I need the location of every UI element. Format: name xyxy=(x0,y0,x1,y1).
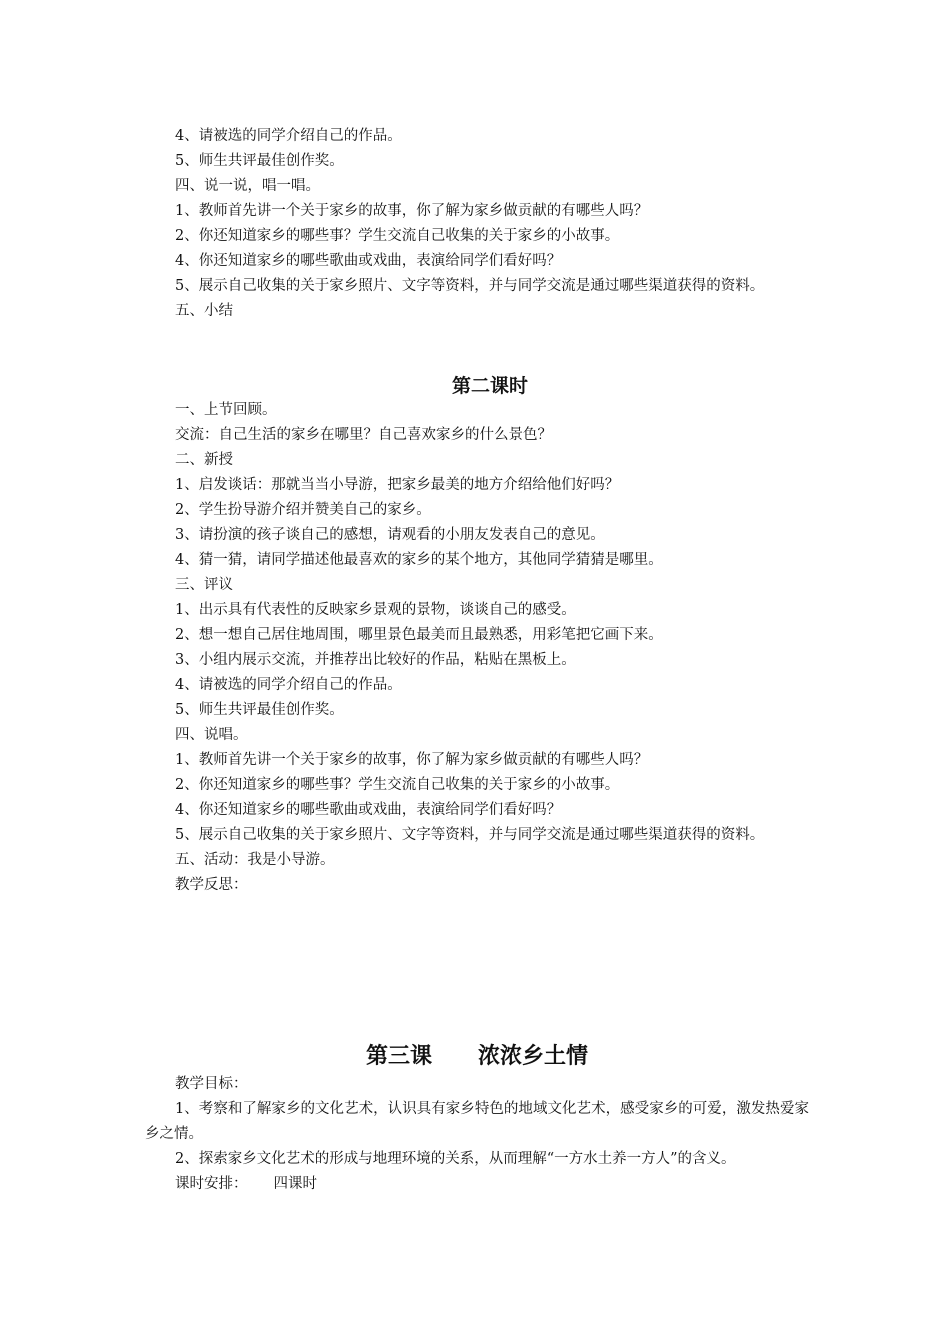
section-3 xyxy=(145,1072,809,1197)
text-line: 2、你还知道家乡的哪些事？学生交流自己收集的关于家乡的小故事。 xyxy=(175,228,620,244)
text-line: 4、你还知道家乡的哪些歌曲或戏曲，表演给同学们看好吗？ xyxy=(175,253,562,269)
text-line: 五、活动：我是小导游。 xyxy=(175,852,335,868)
text-line: 5、师生共评最佳创作奖。 xyxy=(175,153,344,169)
text-line: 4、请被选的同学介绍自己的作品。 xyxy=(175,128,402,144)
text-line: 交流：自己生活的家乡在哪里？自己喜欢家乡的什么景色？ xyxy=(175,427,552,443)
text-line: 一、上节回顾。 xyxy=(175,402,277,418)
text-line: 1、启发谈话：那就当当小导游，把家乡最美的地方介绍给他们好吗？ xyxy=(175,477,620,493)
text-line: 三、评议 xyxy=(175,577,233,593)
text-line: 4、你还知道家乡的哪些歌曲或戏曲，表演给同学们看好吗？ xyxy=(175,802,562,818)
text-line: 二、新授 xyxy=(175,452,233,468)
section-heading: 第二课时 xyxy=(451,375,528,397)
text-line: 1、教师首先讲一个关于家乡的故事，你了解为家乡做贡献的有哪些人吗？ xyxy=(175,203,649,219)
goal-item: 1、考察和了解家乡的文化艺术，认识具有家乡特色的地域文化艺术，感受家乡的可爱，激发热爱家乡之情。 xyxy=(145,1101,809,1142)
goals-label: 教学目标： xyxy=(175,1076,248,1092)
text-line: 五、小结 xyxy=(175,303,233,319)
section-2 xyxy=(145,398,809,898)
text-line: 4、猜一猜，请同学描述他最喜欢的家乡的某个地方，其他同学猜猜是哪里。 xyxy=(175,552,663,568)
text-line: 2、学生扮导游介绍并赞美自己的家乡。 xyxy=(175,502,431,518)
goal-item: 2、探索家乡文化艺术的形成与地理环境的关系，从而理解“一方水土养一方人”的含义。 xyxy=(175,1151,736,1167)
schedule-line xyxy=(145,1172,809,1197)
schedule-value: 四课时 xyxy=(273,1176,317,1192)
text-line: 3、小组内展示交流，并推荐出比较好的作品，粘贴在黑板上。 xyxy=(175,652,576,668)
text-line: 四、说唱。 xyxy=(175,727,248,743)
text-line: 2、想一想自己居住地周围，哪里景色最美而且最熟悉，用彩笔把它画下来。 xyxy=(175,627,663,643)
text-line: 四、说一说，唱一唱。 xyxy=(175,178,320,194)
text-line: 2、你还知道家乡的哪些事？学生交流自己收集的关于家乡的小故事。 xyxy=(175,777,620,793)
lesson-number: 第三课 xyxy=(365,1044,432,1069)
text-line: 5、师生共评最佳创作奖。 xyxy=(175,702,344,718)
lesson-title xyxy=(145,1042,809,1072)
text-paragraph: 5、展示自己收集的关于家乡照片、文字等资料，并与同学交流是通过哪些渠道获得的资料。 xyxy=(175,278,765,294)
text-paragraph: 5、展示自己收集的关于家乡照片、文字等资料，并与同学交流是通过哪些渠道获得的资料。 xyxy=(175,827,765,843)
text-line: 1、出示具有代表性的反映家乡景观的景物，谈谈自己的感受。 xyxy=(175,602,576,618)
lesson-name: 浓浓乡土情 xyxy=(478,1044,589,1069)
schedule-label: 课时安排： xyxy=(175,1176,248,1192)
section-1 xyxy=(145,124,809,324)
text-line: 教学反思： xyxy=(175,877,248,893)
text-line: 1、教师首先讲一个关于家乡的故事，你了解为家乡做贡献的有哪些人吗？ xyxy=(175,752,649,768)
text-line: 3、请扮演的孩子谈自己的感想，请观看的小朋友发表自己的意见。 xyxy=(175,527,605,543)
text-line: 4、请被选的同学介绍自己的作品。 xyxy=(175,677,402,693)
